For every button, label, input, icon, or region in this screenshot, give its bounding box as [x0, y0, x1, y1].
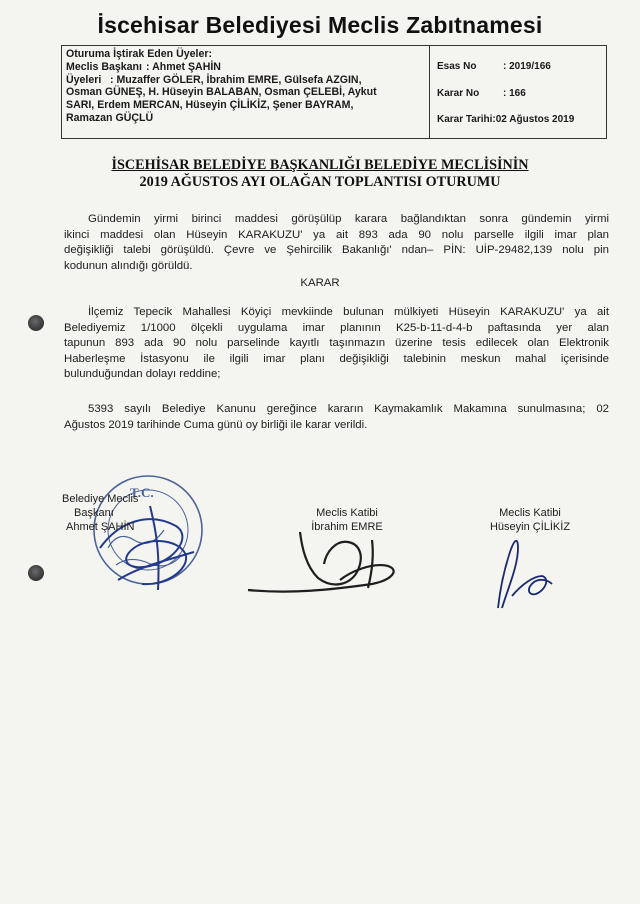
secretary-1-name: İbrahim EMRE	[311, 520, 383, 533]
paragraph-line: İlçemiz Tepecik Mahallesi Köyiçi mevkiinde bulunan mülkiyeti Hüseyin KARAKUZU' ya ait	[88, 306, 609, 318]
chair-role-line-2: Başkanı	[74, 506, 114, 519]
paragraph-line: 5393 sayılı Belediye Kanunu gereğince kararın Kaymakamlık Makamına sunulmasına; 02	[88, 403, 609, 415]
chair-signatory-name: Ahmet ŞAHİN	[66, 520, 135, 533]
esas-no-label: Esas No	[437, 61, 477, 72]
karar-heading: KARAR	[300, 277, 340, 289]
paragraph-line: Ağustos 2019 tarihinde Cuma günü oy birliği ile karar verildi.	[64, 418, 368, 431]
subject-line-1: İSCEHİSAR BELEDİYE BAŞKANLIĞI BELEDİYE MECLİSİNİN	[111, 157, 529, 173]
chair-role-line-1: Belediye Meclis	[62, 493, 139, 505]
karar-tarihi-value: :02 Ağustos 2019	[492, 114, 575, 125]
chair-label: Meclis Başkanı	[66, 60, 142, 73]
paragraph-line: Gündemin yirmi birinci maddesi görüşülüp karara bağlandıktan sonra gündemin yirmi	[88, 213, 609, 225]
members-line-2: Osman GÜNEŞ, H. Hüseyin BALABAN, Osman ÇELEBİ, Aykut	[66, 86, 377, 99]
secretary-signature-1	[248, 532, 394, 592]
attendees-heading: Oturuma İştirak Eden Üyeler:	[66, 48, 213, 60]
chair-signature-block	[62, 493, 138, 534]
karar-no-value: : 166	[503, 88, 526, 99]
paragraph-line: tapunun 893 ada 90 nolu parselinde kayıtlı taşınmazın üzerine tesis edilecek olan Elektronik	[64, 337, 609, 349]
esas-no-value: : 2019/166	[503, 61, 551, 72]
document-title: İscehisar Belediyesi Meclis Zabıtnamesi	[97, 12, 543, 38]
paragraph-line: ikinci maddesi olan Hüseyin KARAKUZU' ya ait 893 ada 90 nolu parselle ilgili imar plan	[64, 228, 609, 241]
paragraph-line: Belediyemiz 1/1000 ölçekli uygulama imar planının K25-b-11-d-4-b paftasında yer alan	[64, 321, 609, 334]
secretary-2-role: Meclis Katibi	[499, 507, 561, 519]
paragraph-line: bulunduğundan dolayı reddine;	[64, 368, 221, 380]
punch-hole-top	[28, 315, 44, 331]
secretary-1-role: Meclis Katibi	[316, 507, 378, 519]
secretary-2-name: Hüseyin ÇİLİKİZ	[489, 520, 571, 533]
members-line-3: SARI, Erdem MERCAN, Hüseyin ÇİLİKİZ, Şener BAYRAM,	[66, 99, 354, 112]
secretary-2-signature-block	[475, 507, 585, 535]
members-line-1: : Muzaffer GÖLER, İbrahim EMRE, Gülsefa AZGIN,	[110, 73, 362, 86]
chair-name: : Ahmet ŞAHİN	[146, 60, 221, 73]
secretary-1-signature-block	[292, 507, 402, 535]
stamp-text: T.C.	[130, 485, 154, 500]
secretary-signature-2	[498, 541, 552, 608]
subject-line-2: 2019 AĞUSTOS AYI OLAĞAN TOPLANTISI OTURUMU	[139, 174, 501, 190]
paragraph-line: Haberleşme İstasyonu ile ilgili imar planı değişikliği talebinin meskun mahal içerisinde	[64, 352, 609, 365]
paragraph-line: kodunun alındığı görüldü.	[64, 259, 193, 272]
karar-no-label: Karar No	[437, 88, 480, 99]
paragraph-line: değişikliği talebi görüşüldü. Çevre ve Şehircilik Bakanlığı' ndan– PİN: UİP-29482,139 nolu pin	[64, 244, 609, 256]
karar-tarihi-label: Karar Tarihi	[437, 114, 493, 125]
members-label: Üyeleri	[66, 73, 102, 86]
members-line-4: Ramazan GÜÇLÜ	[66, 111, 154, 124]
punch-hole-bottom	[28, 565, 44, 581]
